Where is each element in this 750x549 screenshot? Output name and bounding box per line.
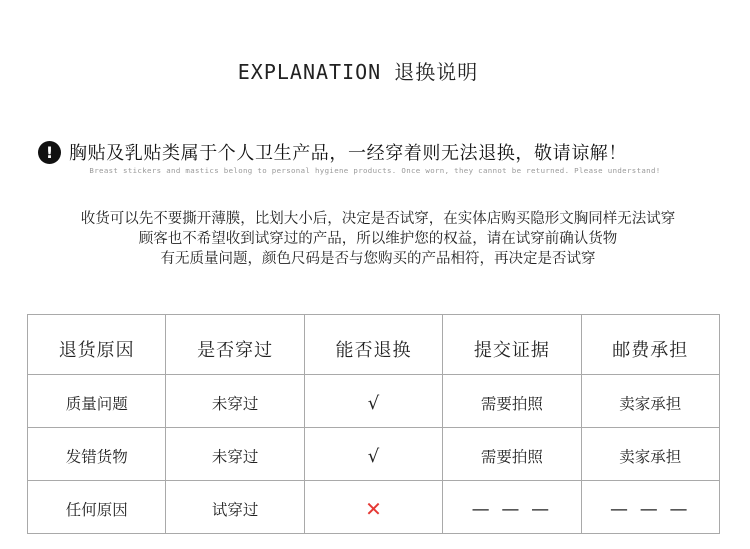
header-return-reason: 退货原因 [28,315,166,375]
cell-worn: 未穿过 [166,428,304,481]
table-row [28,481,720,534]
cell-shipping: 卖家承担 [581,428,719,481]
page-title: EXPLANATION 退换说明 [237,60,479,84]
cell-reason: 任何原因 [28,481,166,534]
warning-text: 胸贴及乳贴类属于个人卫生产品，一经穿着则无法退换，敬请谅解！ [69,143,627,164]
description [0,209,750,269]
cell-evidence: 需要拍照 [443,428,581,481]
description-line: 收货可以先不要撕开薄膜，比划大小后，决定是否试穿，在实体店购买隐形文胸同样无法试穿 [80,211,676,227]
cross-icon: ✕ [304,481,442,534]
header-worn-status: 是否穿过 [166,315,304,375]
table-row [28,375,720,428]
check-icon: √ [304,428,442,481]
cell-worn: 未穿过 [166,375,304,428]
header-returnable: 能否退换 [304,315,442,375]
check-icon: √ [304,375,442,428]
cell-evidence: — — — [443,481,581,534]
cell-evidence: 需要拍照 [443,375,581,428]
exclamation-icon: ! [38,141,61,164]
return-policy-table-container [27,314,720,534]
description-line: 有无质量问题，颜色尺码是否与您购买的产品相符，再决定是否试穿 [160,251,596,267]
warning-notice [38,139,718,165]
return-policy-table [27,314,720,534]
cell-shipping: 卖家承担 [581,375,719,428]
warning-english-text: Breast stickers and mastics belong to personal hygiene products. Once worn, they cannot be returned. Please understand! [89,166,661,175]
cell-reason: 质量问题 [28,375,166,428]
table-row [28,428,720,481]
table-header-row [28,315,720,375]
cell-reason: 发错货物 [28,428,166,481]
header-evidence: 提交证据 [443,315,581,375]
cell-shipping: — — — [581,481,719,534]
cell-worn: 试穿过 [166,481,304,534]
header-shipping-cost: 邮费承担 [581,315,719,375]
description-line: 顾客也不希望收到试穿过的产品，所以维护您的权益，请在试穿前确认货物 [138,231,618,247]
